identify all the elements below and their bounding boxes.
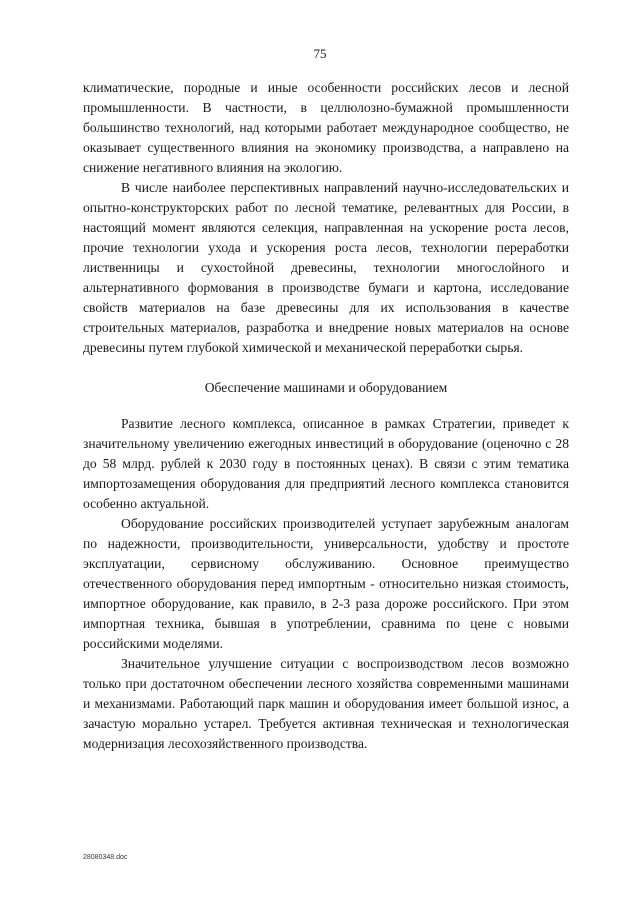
paragraph-modernization: Значительное улучшение ситуации с воспроизводством лесов возможно только при достаточном обеспечении лесного хозяйства современными машинами и механизмами. Работающий парк машин и оборудования имеет большой износ, а зачастую морально устарел. Требуется активная техническая и технологическая модернизация лесохозяйственного производства. bbox=[83, 656, 569, 751]
paragraph-investments: Развитие лесного комплекса, описанное в рамках Стратегии, приведет к значительному увеличению ежегодных инвестиций в оборудование (оценочно с 28 до 58 млрд. рублей к 2030 году в постоянных ценах). В связи с этим тематика импортозамещения оборудования для предприятий лесного комплекса становится особенно актуальной. bbox=[83, 416, 569, 511]
document-body bbox=[83, 78, 569, 754]
section-heading: Обеспечение машинами и оборудованием bbox=[204, 380, 448, 395]
page-number: 75 bbox=[313, 46, 327, 61]
paragraph-domestic-equipment: Оборудование российских производителей уступает зарубежным аналогам по надежности, производительности, универсальности, удобству и простоте эксплуатации, сервисному обслуживанию. Основное преимущество отечественного оборудования перед импортным - относительно низкая стоимость, импортное оборудование, как правило, в 2-3 раза дороже российского. При этом импортная техника, бывшая в употреблении, сравнима по цене с новыми российскими моделями. bbox=[83, 516, 569, 651]
paragraph-research-directions: В числе наиболее перспективных направлений научно-исследовательских и опытно-конструкторских работ по лесной тематике, релевантных для России, в настоящий момент являются селекция, направленная на ускорение роста лесов, прочие технологии ухода и ускорения роста лесов, технологии переработки лиственницы и сухостойной древесины, технологии многослойного и альтернативного формования в производстве бумаги и картона, исследование свойств материалов на базе древесины для их использования в качестве строительных материалов, разработка и внедрение новых материалов на основе древесины путем глубокой химической и механической переработки сырья. bbox=[83, 180, 569, 355]
paragraph-continuation: климатические, породные и иные особенности российских лесов и лесной промышленности. В частности, в целлюлозно-бумажной промышленности большинство технологий, над которыми работает международное сообщество, не оказывает существенного влияния на экономику производства, а направлено на снижение негативного влияния на экологию. bbox=[83, 80, 569, 175]
footer-filename: 28080348.doc bbox=[83, 854, 128, 861]
